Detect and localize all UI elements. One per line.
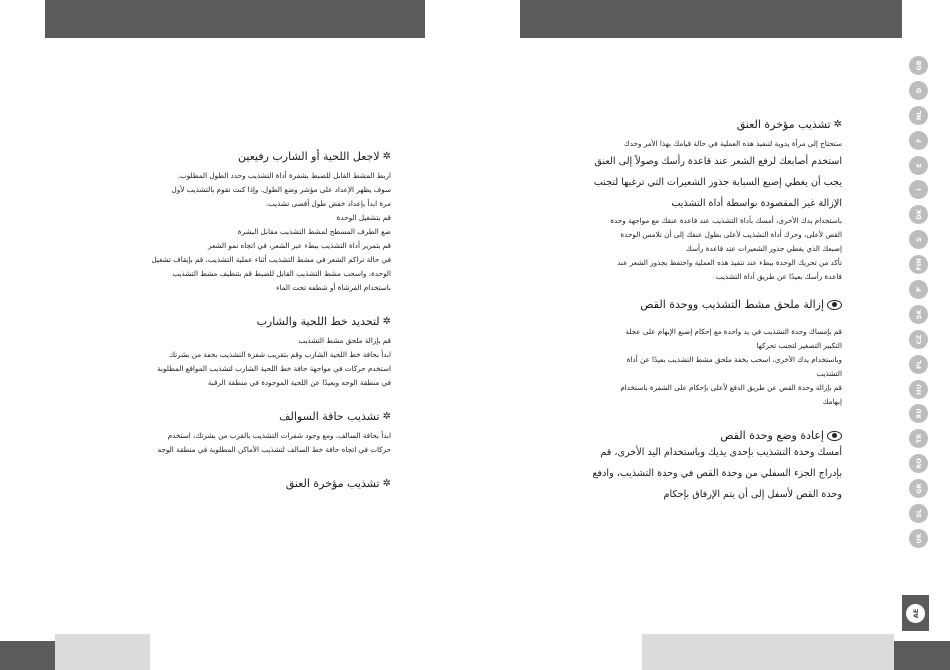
gear-icon: ✲	[382, 477, 391, 489]
body-line: قم بإمساك وحدة التشذيب في يد واحدة مع إحكام إصبع الإبهام على عجلة	[625, 327, 842, 336]
left-footer-light	[55, 634, 150, 670]
language-tab-gr[interactable]: GR	[909, 479, 928, 498]
section-heading: ✲ تشذيب مؤخرة العنق	[736, 118, 842, 131]
left-footer-dark	[0, 641, 55, 670]
language-tab-dk[interactable]: DK	[909, 205, 928, 224]
body-line: تأكد من تحريك الوحدة ببطء عند تنفيذ هذه العملية واحتفظ بجذور الشعر عند	[617, 258, 842, 267]
language-tab-uk[interactable]: UK	[909, 529, 928, 548]
body-line: إصبعك الذي يغطي جذور الشعيرات عند قاعدة رأسك	[685, 244, 842, 253]
body-line: إبهامك	[822, 397, 842, 406]
body-line: قاعدة رأسك بعيدًا عن طريق أداة التشذيب	[715, 272, 842, 281]
language-tab-d[interactable]: D	[909, 81, 928, 100]
language-tab-sl[interactable]: SL	[909, 504, 928, 523]
body-line: حركات في اتجاه حافة خط السالف لتشذيب الأماكن المطلوبة في منطقة الوجه	[157, 445, 391, 454]
language-tab-i[interactable]: I	[909, 180, 928, 199]
section-neck-left	[85, 477, 391, 490]
right-footer-dark	[894, 641, 950, 670]
language-tab-tr[interactable]: TR	[909, 429, 928, 448]
language-tab-hu[interactable]: HU	[909, 380, 928, 399]
body-line: باستخدام الفرشاة أو شطفه تحت الماء	[276, 283, 391, 292]
body-line: ابدأ بحافة السالف، ومع وجود شفرات التشذيب بالقرب من بشرتك، استخدم	[167, 431, 391, 440]
language-tab-ae[interactable]: AE	[906, 604, 925, 623]
language-tab-f[interactable]: F	[909, 131, 928, 150]
right-header-bar	[520, 0, 902, 38]
body-line: قم بتمرير أداة التشذيب ببطء عبر الشعر، في اتجاه نمو الشعر	[208, 241, 391, 250]
language-tab-p[interactable]: P	[909, 280, 928, 299]
body-line: التشذيب	[816, 369, 842, 378]
gear-icon: ✲	[382, 150, 391, 162]
section-reattach-cutter	[572, 429, 842, 505]
gear-icon: ✲	[382, 315, 391, 327]
left-header-bar	[45, 0, 425, 38]
body-line-large: أمسك وحدة التشذيب بإحدى يديك وباستخدام اليد الأخرى، قم	[600, 447, 842, 458]
body-line: باستخدام يدك الأخرى، أمسك بأداة التشذيب عند قاعدة عنقك مع مواجهة وحدة	[610, 216, 842, 225]
section-heading: إزالة ملحق مشط التشذيب ووحدة القص	[572, 298, 842, 311]
gear-icon: ✲	[382, 410, 391, 422]
section-heading: ✲ لتحديد خط اللحية والشارب	[256, 315, 391, 328]
body-line: استخدم حركات في مواجهة حافة خط اللحية الشارب لتشذيب المواقع المطلوبة	[157, 364, 391, 373]
body-line-large: الإزالة غير المقصودة بواسطة أداة التشذيب	[671, 198, 842, 209]
right-footer-light	[642, 634, 894, 670]
language-tab-e[interactable]: E	[909, 156, 928, 175]
section-heading: ✲ تشذيب حافة السوالف	[279, 410, 391, 423]
body-line: في منطقة الوجه وبعيدًا عن اللحية الموجودة في منطقة الرقبة	[207, 378, 391, 387]
body-line: اربط المشط القابل للضبط بشفرة أداة التشذيب وحدد الطول المطلوب.	[177, 171, 391, 180]
section-heading: إعادة وضع وحدة القص	[572, 429, 842, 442]
section-heading: ✲ تشذيب مؤخرة العنق	[285, 477, 391, 490]
section-thin-beard	[85, 150, 391, 295]
language-tab-sk[interactable]: SK	[909, 305, 928, 324]
body-line-large: بإدراج الجزء السفلي من وحدة القص في وحدة التشذيب، وادفع	[592, 468, 842, 479]
section-heading: ✲ لاجعل اللحية أو الشارب رفيعين	[238, 150, 391, 163]
active-language-strip	[902, 595, 929, 631]
eye-icon	[827, 431, 842, 441]
body-line: في حالة تراكم الشعر في مشط التشذيب أثناء عملية التشذيب، قم بإيقاف تشغيل	[151, 255, 391, 264]
body-line: التكبير التصغير لتجنب تحركها	[756, 341, 842, 350]
section-remove-comb	[572, 298, 842, 409]
language-tab-nl[interactable]: NL	[909, 106, 928, 125]
body-line: قم بإزالة ملحق مشط التشذيب	[298, 336, 391, 345]
language-tab-pl[interactable]: PL	[909, 355, 928, 374]
section-beard-line	[85, 315, 391, 390]
language-tab-fin[interactable]: FIN	[909, 255, 928, 274]
body-line: ابدأ بحافة خط اللحية الشارب وقم بتقريب شفرة التشذيب بخفة من بشرتك	[169, 350, 391, 359]
body-line-large: وحدة القص لأسفل إلى أن يتم الإرفاق بإحكام	[663, 489, 842, 500]
language-tab-cz[interactable]: CZ	[909, 330, 928, 349]
language-tab-s[interactable]: S	[909, 230, 928, 249]
section-sideburns	[85, 410, 391, 457]
body-line-large: استخدم أصابعك لرفع الشعر عند قاعدة رأسك وصولاً إلى العنق	[594, 156, 842, 167]
body-line: ضع الطرف المسطح لمشط التشذيب مقابل البشرة	[237, 227, 391, 236]
language-tab-gb[interactable]: GB	[909, 56, 928, 75]
body-line: ستحتاج إلى مرآة يدوية لتنفيذ هذه العملية في حالة قيامك بهذا الأمر وحدك	[623, 139, 842, 148]
right-page-column	[572, 118, 842, 505]
body-line: الوحدة، واسحب مشط التشذيب القابل للضبط قم بتنظيف مشط التشذيب	[172, 269, 391, 278]
body-line: قم بإزالة وحدة القص عن طريق الدفع لأعلى بإحكام على الشفرة باستخدام	[620, 383, 842, 392]
body-line: وباستخدام يدك الأخرى، اسحب بخفة ملحق مشط التشذيب بعيدًا عن أداة	[626, 355, 842, 364]
language-tab-ru[interactable]: RU	[909, 404, 928, 423]
body-line: مرة ابدأ بإعداد خفض طول أقصى تشذيب.	[265, 199, 391, 208]
body-line: قم بتشغيل الوحدة	[336, 213, 391, 222]
language-tabs	[905, 56, 931, 554]
body-line: سوف يظهر الإعداد على مؤشر وضع الطول. وإذا كنت تقوم بالتشذيب لأول	[171, 185, 391, 194]
gear-icon: ✲	[833, 118, 842, 130]
left-page-column	[85, 150, 391, 496]
language-tab-ro[interactable]: RO	[909, 454, 928, 473]
section-neck	[572, 118, 842, 284]
body-line: القص لأعلى، وحرك أداة التشذيب لأعلى بطول عنقك إلى أن تلامس الوحدة	[620, 230, 842, 239]
eye-icon	[827, 300, 842, 310]
body-line-large: يجب أن يغطي إصبع السبابة جذور الشعيرات التي ترغبها لتجنب	[593, 177, 842, 188]
